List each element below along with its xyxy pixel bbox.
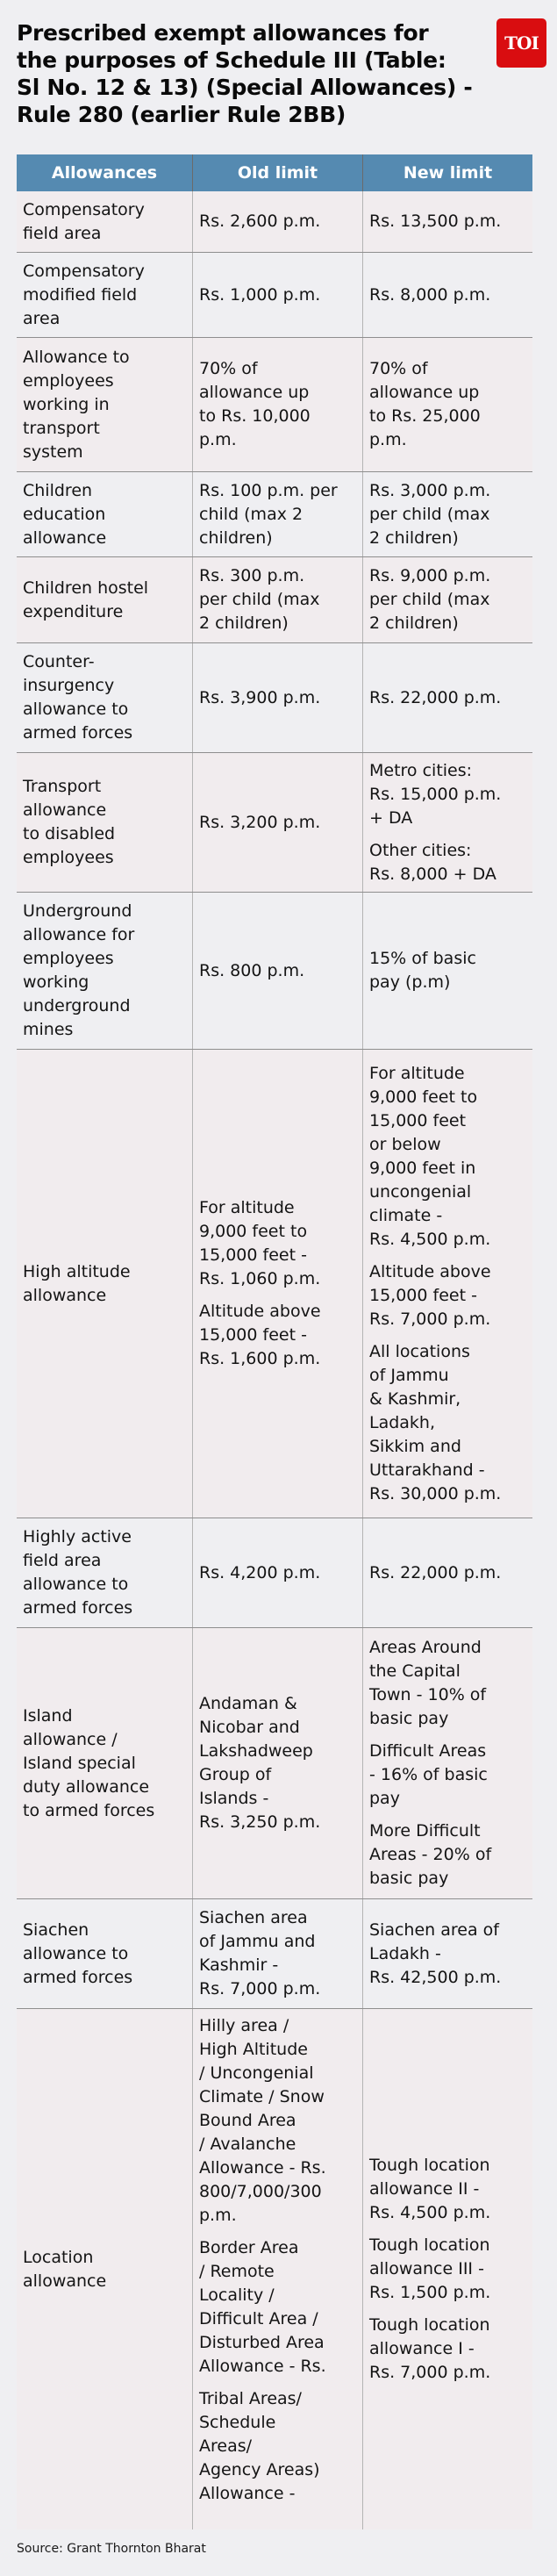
allowance-cell [17, 1518, 192, 1627]
cell-text-line: Allowance - Rs. [199, 2158, 326, 2178]
table-header-row [17, 154, 532, 191]
cell-text-line: allowance II - [369, 2179, 480, 2199]
cell-text-line: Siachen [23, 1919, 89, 1940]
cell-paragraph [369, 686, 527, 710]
cell-text-line: pay (p.m) [369, 972, 451, 992]
cell-text-line: children) [199, 527, 273, 548]
cell-text-line: Rs. 3,200 p.m. [199, 812, 321, 832]
table-row [17, 1518, 532, 1628]
cell-text-line: 15% of basic [369, 949, 476, 968]
cell-text-line: modified field [23, 284, 138, 305]
cell-text-line: Rs. 30,000 p.m. [369, 1483, 502, 1503]
old-limit-cell [192, 338, 362, 471]
cell-text-line: 15,000 feet [369, 1110, 467, 1130]
old-limit-cell [192, 1518, 362, 1627]
cell-text-line: 15,000 feet - [369, 1285, 477, 1305]
cell-text-line: 15,000 feet - [199, 1325, 307, 1345]
cell-text-line: expenditure [23, 601, 124, 621]
new-limit-cell [362, 1050, 532, 1518]
cell-text-line: of Jammu and [199, 1932, 316, 1951]
table-row [17, 1628, 532, 1899]
allowance-cell [17, 191, 192, 252]
cell-paragraph [369, 1062, 527, 1252]
cell-text-line: 70% of [199, 359, 258, 378]
old-limit-cell [192, 2009, 362, 2529]
cell-text-line: armed forces [23, 723, 133, 743]
cell-paragraph [369, 2234, 527, 2305]
cell-text-line: employees [23, 848, 114, 867]
cell-paragraph [23, 1525, 187, 1620]
cell-paragraph [199, 1196, 357, 1291]
allowance-cell [17, 472, 192, 556]
cell-text-line: - 16% of basic [369, 1765, 488, 1784]
cell-text-line: Rs. 1,060 p.m. [199, 1269, 321, 1288]
new-limit-cell [362, 338, 532, 471]
cell-text-line: allowance to [23, 700, 129, 719]
table-row [17, 338, 532, 472]
cell-paragraph [23, 198, 187, 246]
cell-paragraph [199, 1300, 357, 1371]
cell-paragraph [199, 2387, 357, 2506]
cell-text-line: Metro cities: [369, 760, 473, 780]
table-row [17, 643, 532, 753]
cell-text-line: p.m. [199, 430, 237, 449]
cell-text-line: p.m. [199, 2206, 237, 2225]
cell-paragraph [199, 2236, 357, 2379]
cell-text-line: 15,000 feet - [199, 1245, 307, 1265]
cell-text-line: Compensatory [23, 199, 145, 219]
cell-text-line: allowance [23, 527, 107, 548]
allowance-cell [17, 2009, 192, 2529]
cell-paragraph [369, 1919, 527, 1990]
cell-text-line: Locality / [199, 2285, 275, 2305]
cell-text-line: Ladakh - [369, 1943, 441, 1963]
allowance-cell [17, 1050, 192, 1518]
cell-text-line: allowance for [23, 925, 135, 944]
allowances-table [17, 154, 532, 2529]
cell-text-line: Ladakh, [369, 1412, 436, 1432]
cell-text-line: Rs. 22,000 p.m. [369, 687, 502, 707]
cell-paragraph [369, 947, 527, 994]
new-limit-cell [362, 643, 532, 752]
cell-text-line: allowance [23, 1285, 107, 1305]
new-limit-cell [362, 472, 532, 556]
allowance-cell [17, 338, 192, 471]
table-row [17, 1050, 532, 1518]
cell-paragraph [369, 1340, 527, 1506]
cell-text-line: to Rs. 10,000 [199, 406, 311, 426]
cell-text-line: allowance up [199, 383, 310, 402]
header-old-limit: Old limit [192, 154, 362, 191]
cell-text-line: basic pay [369, 1709, 449, 1728]
table-row [17, 253, 532, 338]
cell-text-line: 2 children) [369, 527, 459, 548]
cell-text-line: mines [23, 1020, 74, 1039]
cell-text-line: Nicobar and [199, 1718, 300, 1737]
title-line: the purposes of Schedule III (Table: [17, 47, 446, 73]
cell-paragraph [199, 357, 357, 452]
cell-text-line: Allowance to [23, 347, 130, 367]
old-limit-cell [192, 893, 362, 1049]
header-allowances: Allowances [51, 163, 158, 183]
table-row [17, 557, 532, 643]
cell-text-line: Difficult Areas [369, 1741, 487, 1761]
title-line: Prescribed exempt allowances for [17, 20, 429, 46]
old-limit-cell [192, 557, 362, 642]
cell-text-line: employees [23, 949, 114, 968]
new-limit-cell [362, 1899, 532, 2008]
cell-text-line: Rs. 100 p.m. per [199, 480, 338, 500]
new-limit-cell [362, 253, 532, 337]
cell-text-line: Transport [23, 777, 102, 796]
cell-text-line: Rs. 22,000 p.m. [369, 1562, 502, 1582]
cell-text-line: Rs. 13,500 p.m. [369, 212, 502, 231]
cell-text-line: Sikkim and [369, 1436, 461, 1456]
cell-text-line: Rs. 300 p.m. [199, 566, 305, 585]
table-row [17, 2009, 532, 2529]
new-limit-cell [362, 753, 532, 892]
logo-text: TOI [504, 32, 539, 54]
cell-text-line: Children [23, 480, 93, 500]
cell-text-line: Rs. 7,000 p.m. [369, 2363, 491, 2382]
old-limit-cell [192, 1899, 362, 2008]
new-limit-cell [362, 557, 532, 642]
old-limit-cell [192, 191, 362, 252]
cell-text-line: area [23, 308, 61, 328]
cell-text-line: Tough location [369, 2315, 490, 2335]
cell-text-line: per child (max [369, 590, 490, 609]
cell-paragraph [199, 686, 357, 710]
cell-paragraph [199, 959, 357, 983]
cell-paragraph [23, 577, 187, 624]
cell-text-line: Rs. 4,500 p.m. [369, 2203, 491, 2222]
cell-text-line: Schedule [199, 2413, 276, 2432]
new-limit-cell [362, 2009, 532, 2529]
cell-text-line: child (max 2 [199, 504, 303, 524]
cell-text-line: 9,000 feet to [369, 1087, 478, 1107]
cell-text-line: Andaman & [199, 1694, 297, 1713]
cell-text-line: to disabled [23, 824, 116, 843]
cell-text-line: Rs. 9,000 p.m. [369, 566, 491, 585]
cell-paragraph [23, 2246, 187, 2293]
table-row [17, 191, 532, 253]
cell-text-line: Compensatory [23, 261, 145, 281]
cell-text-line: High altitude [23, 1261, 131, 1281]
cell-paragraph [199, 1692, 357, 1834]
cell-text-line: allowance [23, 2271, 107, 2291]
cell-paragraph [23, 650, 187, 745]
cell-text-line: Rs. 2,600 p.m. [199, 212, 321, 231]
toi-logo-icon [496, 18, 546, 68]
cell-paragraph [23, 260, 187, 331]
cell-text-line: allowance [23, 800, 107, 820]
header-new-limit: New limit [362, 154, 532, 191]
cell-text-line: allowance / [23, 1729, 118, 1749]
cell-text-line: 70% of [369, 359, 428, 378]
cell-text-line: Rs. 42,500 p.m. [369, 1967, 502, 1987]
cell-text-line: Location [23, 2247, 94, 2267]
cell-text-line: Allowance - [199, 2484, 296, 2503]
cell-paragraph [369, 1819, 527, 1891]
cell-text-line: 2 children) [369, 614, 459, 633]
cell-text-line: Children hostel [23, 578, 149, 598]
new-limit-cell [362, 1628, 532, 1898]
cell-paragraph [369, 479, 527, 550]
cell-paragraph [369, 1740, 527, 1811]
cell-text-line: Counter- [23, 652, 95, 671]
cell-text-line: Uttarakhand - [369, 1460, 485, 1480]
cell-text-line: Rs. 1,600 p.m. [199, 1349, 321, 1368]
table-row [17, 753, 532, 893]
cell-text-line: Rs. 3,000 p.m. [369, 480, 491, 500]
cell-text-line: Rs. 3,250 p.m. [199, 1812, 321, 1832]
cell-paragraph [369, 2154, 527, 2225]
cell-text-line: / Avalanche [199, 2135, 296, 2154]
cell-text-line: the Capital [369, 1661, 461, 1681]
old-limit-cell [192, 1050, 362, 1518]
cell-text-line: p.m. [369, 430, 407, 449]
cell-text-line: Underground [23, 901, 132, 921]
cell-text-line: field area [23, 223, 102, 243]
cell-text-line: basic pay [369, 1869, 449, 1888]
cell-text-line: Highly active [23, 1527, 132, 1546]
cell-text-line: duty allowance [23, 1776, 150, 1797]
new-limit-cell [362, 893, 532, 1049]
cell-text-line: Siachen area [199, 1908, 308, 1927]
cell-text-line: transport [23, 418, 100, 438]
cell-text-line: Rs. 15,000 p.m. [369, 784, 502, 804]
cell-text-line: & Kashmir, [369, 1388, 461, 1409]
cell-paragraph [369, 1260, 527, 1331]
cell-text-line: Tribal Areas/ [199, 2389, 302, 2408]
cell-text-line: / Uncongenial [199, 2063, 314, 2083]
cell-text-line: Hilly area / [199, 2016, 289, 2035]
allowance-cell [17, 643, 192, 752]
cell-text-line: High Altitude [199, 2040, 308, 2059]
allowance-cell [17, 893, 192, 1049]
cell-text-line: For altitude [199, 1198, 295, 1217]
cell-text-line: Altitude above [369, 1261, 491, 1281]
cell-text-line: uncongenial [369, 1181, 472, 1202]
cell-text-line: Rs. 8,000 + DA [369, 864, 496, 884]
cell-text-line: Rs. 7,000 p.m. [199, 1979, 321, 1998]
page-title [17, 19, 482, 128]
cell-text-line: / Remote [199, 2262, 275, 2281]
old-limit-cell [192, 643, 362, 752]
cell-paragraph [369, 283, 527, 307]
title-line: Rule 280 (earlier Rule 2BB) [17, 102, 346, 127]
cell-text-line: armed forces [23, 1598, 133, 1618]
old-limit-cell [192, 1628, 362, 1898]
cell-text-line: Rs. 7,000 p.m. [369, 1309, 491, 1329]
cell-text-line: Other cities: [369, 840, 472, 860]
cell-paragraph [23, 775, 187, 870]
cell-paragraph [23, 900, 187, 1042]
cell-text-line: education [23, 504, 106, 524]
cell-text-line: Rs. 800 p.m. [199, 960, 305, 980]
cell-paragraph [369, 564, 527, 635]
cell-text-line: per child (max [199, 590, 320, 609]
cell-text-line: pay [369, 1789, 400, 1808]
cell-paragraph [369, 759, 527, 830]
table-row [17, 1899, 532, 2009]
cell-text-line: Difficult Area / [199, 2309, 318, 2328]
cell-text-line: allowance up [369, 383, 480, 402]
cell-text-line: climate - [369, 1205, 443, 1225]
allowance-cell [17, 1628, 192, 1898]
cell-text-line: armed forces [23, 1967, 133, 1987]
allowance-cell [17, 557, 192, 642]
cell-text-line: Island special [23, 1753, 136, 1773]
cell-text-line: Agency Areas) [199, 2460, 320, 2479]
cell-paragraph [199, 564, 357, 635]
cell-text-line: working [23, 972, 89, 992]
cell-paragraph [369, 1636, 527, 1731]
cell-text-line: of Jammu [369, 1365, 449, 1385]
cell-text-line: Allowance - Rs. [199, 2357, 326, 2376]
cell-text-line: to Rs. 25,000 [369, 406, 481, 426]
cell-text-line: per child (max [369, 504, 490, 524]
old-limit-cell [192, 472, 362, 556]
cell-text-line: Disturbed Area [199, 2333, 325, 2352]
cell-text-line: Rs. 1,000 p.m. [199, 284, 321, 305]
cell-text-line: + DA [369, 807, 413, 828]
cell-paragraph [199, 2014, 357, 2228]
cell-text-line: Tough location [369, 2156, 490, 2175]
cell-text-line: Tough location [369, 2235, 490, 2255]
cell-paragraph [23, 1919, 187, 1990]
cell-text-line: allowance I - [369, 2339, 475, 2358]
title-line: Sl No. 12 & 13) (Special Allowances) - [17, 75, 473, 100]
cell-text-line: Climate / Snow [199, 2087, 325, 2106]
cell-text-line: allowance to [23, 1943, 129, 1963]
cell-paragraph [23, 479, 187, 550]
new-limit-cell [362, 191, 532, 252]
allowance-cell [17, 753, 192, 892]
cell-text-line: Lakshadweep [199, 1741, 313, 1761]
cell-text-line: Group of [199, 1765, 272, 1784]
allowance-cell [17, 1899, 192, 2008]
cell-text-line: Islands - [199, 1789, 269, 1808]
cell-text-line: field area [23, 1551, 102, 1570]
cell-text-line: All locations [369, 1341, 470, 1361]
cell-text-line: underground [23, 996, 131, 1015]
cell-text-line: Rs. 1,500 p.m. [369, 2283, 491, 2302]
cell-text-line: Border Area [199, 2238, 299, 2257]
cell-text-line: Altitude above [199, 1302, 321, 1321]
cell-paragraph [369, 1561, 527, 1585]
cell-text-line: allowance to [23, 1575, 129, 1594]
cell-text-line: Rs. 4,200 p.m. [199, 1562, 321, 1582]
cell-paragraph [23, 1704, 187, 1823]
cell-text-line: More Difficult [369, 1821, 481, 1841]
table-row [17, 893, 532, 1050]
allowance-cell [17, 253, 192, 337]
cell-paragraph [369, 839, 527, 886]
cell-paragraph [199, 1906, 357, 2001]
cell-text-line: system [23, 441, 83, 462]
cell-text-line: For altitude [369, 1063, 465, 1083]
cell-text-line: Bound Area [199, 2111, 296, 2130]
cell-text-line: insurgency [23, 676, 115, 695]
cell-text-line: 2 children) [199, 614, 289, 633]
cell-paragraph [199, 210, 357, 233]
cell-text-line: Areas Around [369, 1638, 482, 1657]
table-row [17, 472, 532, 557]
cell-paragraph [23, 346, 187, 464]
cell-text-line: to armed forces [23, 1800, 155, 1820]
old-limit-cell [192, 753, 362, 892]
cell-text-line: 9,000 feet in [369, 1158, 476, 1178]
cell-paragraph [199, 1561, 357, 1585]
cell-paragraph [23, 1260, 187, 1308]
cell-paragraph [199, 811, 357, 835]
cell-text-line: or below [369, 1134, 441, 1154]
cell-text-line: 800/7,000/300 [199, 2182, 322, 2201]
cell-text-line: Siachen area of [369, 1919, 499, 1940]
cell-text-line: Town - 10% of [369, 1685, 487, 1704]
cell-paragraph [369, 210, 527, 233]
cell-paragraph [199, 283, 357, 307]
source-note: Source: Grant Thornton Bharat [17, 2542, 206, 2556]
cell-text-line: Areas - 20% of [369, 1845, 492, 1864]
cell-text-line: Areas/ [199, 2436, 253, 2456]
old-limit-cell [192, 253, 362, 337]
cell-text-line: Rs. 8,000 p.m. [369, 284, 491, 305]
cell-text-line: working in [23, 394, 110, 414]
cell-paragraph [369, 2314, 527, 2385]
cell-text-line: allowance III - [369, 2259, 484, 2278]
cell-paragraph [199, 479, 357, 550]
cell-text-line: Kashmir - [199, 1955, 279, 1975]
table-body [17, 191, 532, 2529]
cell-text-line: employees [23, 370, 114, 391]
cell-text-line: 9,000 feet to [199, 1222, 308, 1241]
cell-paragraph [369, 357, 527, 452]
cell-text-line: Rs. 4,500 p.m. [369, 1229, 491, 1249]
cell-text-line: Rs. 3,900 p.m. [199, 687, 321, 707]
cell-text-line: Island [23, 1705, 73, 1726]
new-limit-cell [362, 1518, 532, 1627]
